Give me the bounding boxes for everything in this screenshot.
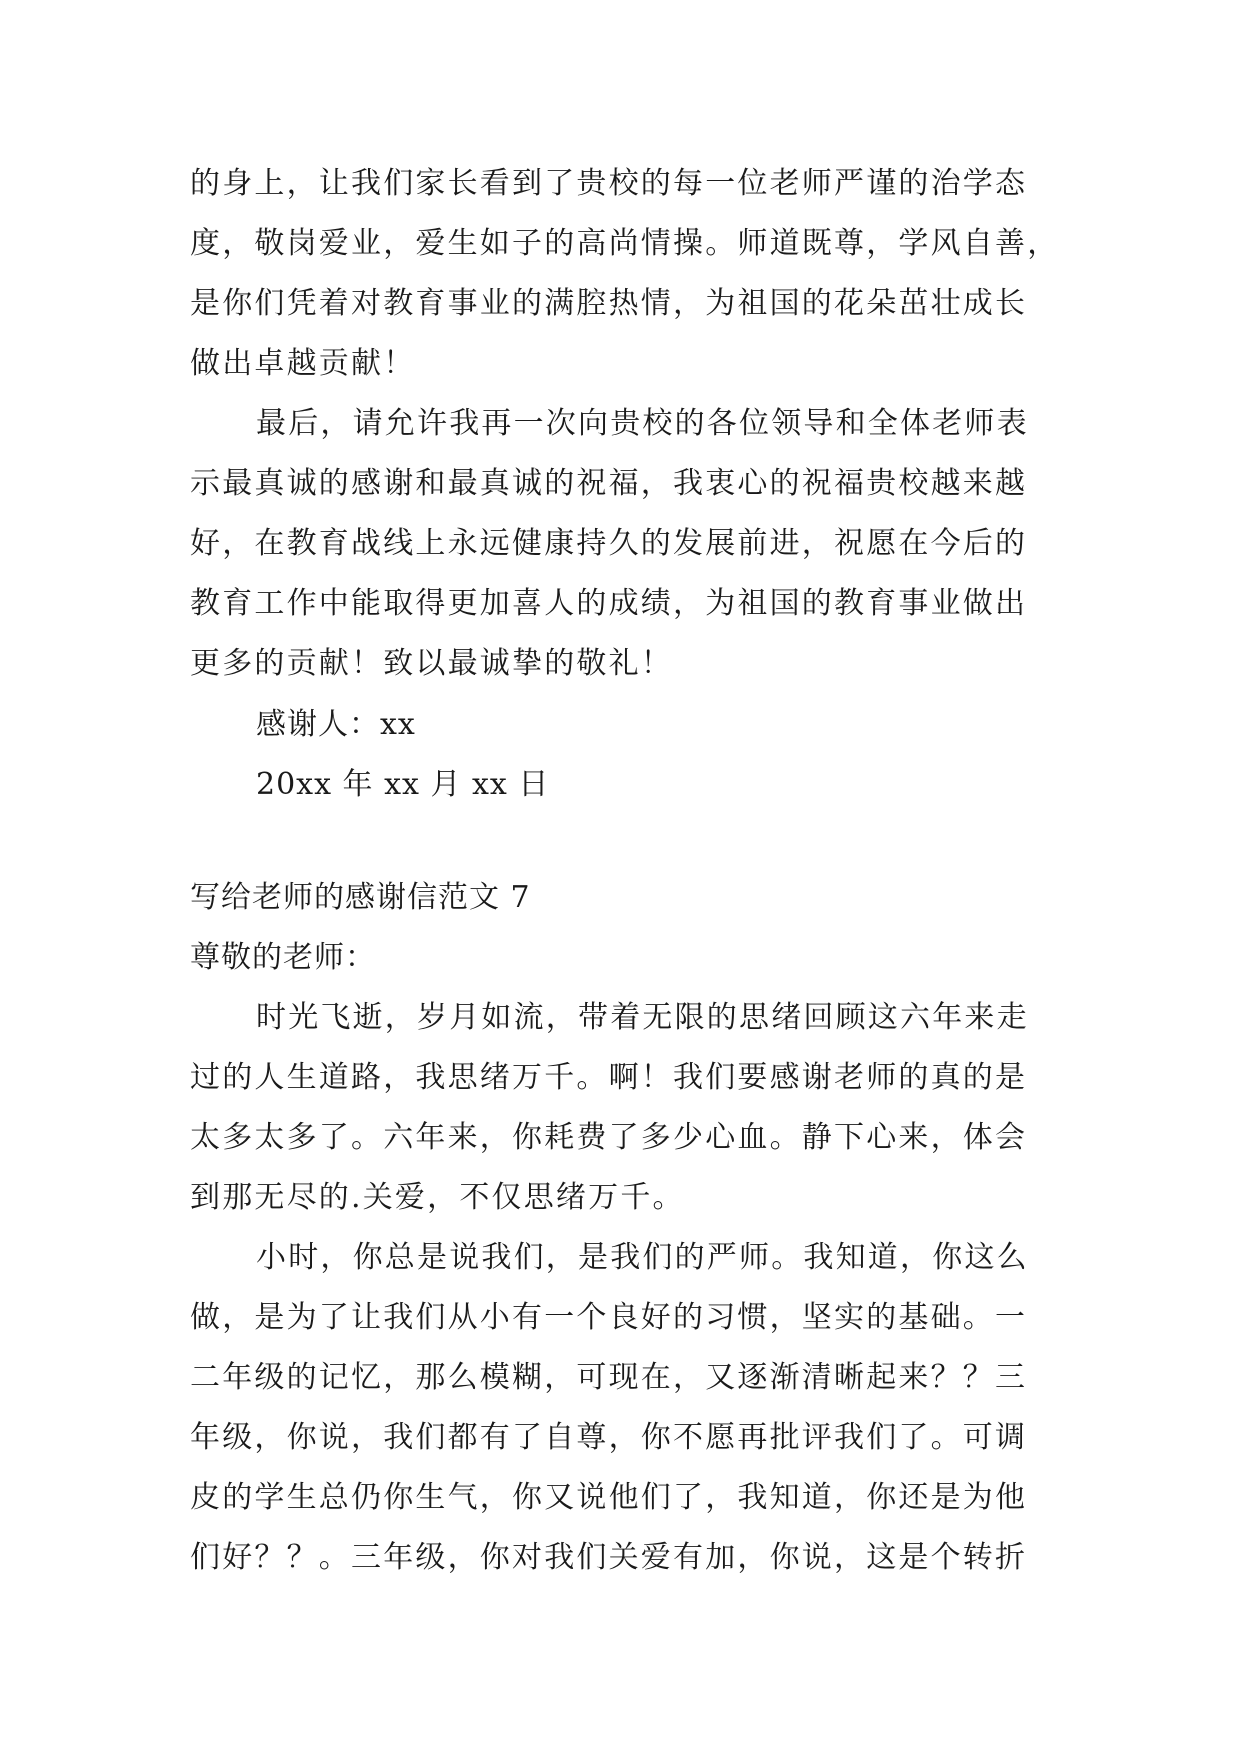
paragraph-line: 度，敬岗爱业，爱生如子的高尚情操。师道既尊，学风自善，: [190, 226, 1060, 261]
date: 20xx 年 xx 月 xx 日: [256, 767, 550, 802]
paragraph-line: 们好？？。三年级，你对我们关爱有加，你说，这是个转折: [190, 1540, 1028, 1575]
paragraph-line: 最后，请允许我再一次向贵校的各位领导和全体老师表: [256, 406, 1029, 441]
paragraph-line: 是你们凭着对教育事业的满腔热情，为祖国的花朵茁壮成长: [190, 286, 1028, 321]
paragraph-line: 的身上，让我们家长看到了贵校的每一位老师严谨的治学态: [190, 166, 1028, 201]
paragraph-line: 更多的贡献！致以最诚挚的敬礼！: [190, 646, 673, 681]
paragraph-line: 做出卓越贡献！: [190, 346, 416, 381]
paragraph-line: 二年级的记忆，那么模糊，可现在，又逐渐清晰起来？？三: [190, 1360, 1028, 1395]
salutation: 尊敬的老师：: [190, 940, 376, 975]
paragraph-line: 小时，你总是说我们，是我们的严师。我知道，你这么: [256, 1240, 1029, 1275]
paragraph-line: 皮的学生总仍你生气，你又说他们了，我知道，你还是为他: [190, 1480, 1028, 1515]
paragraph-line: 做，是为了让我们从小有一个良好的习惯，坚实的基础。一: [190, 1300, 1028, 1335]
section-title: 写给老师的感谢信范文 7: [190, 880, 531, 915]
paragraph-line: 教育工作中能取得更加喜人的成绩，为祖国的教育事业做出: [190, 586, 1028, 621]
paragraph-line: 年级，你说，我们都有了自尊，你不愿再批评我们了。可调: [190, 1420, 1028, 1455]
paragraph-line: 太多太多了。六年来，你耗费了多少心血。静下心来，体会: [190, 1120, 1028, 1155]
paragraph-line: 示最真诚的感谢和最真诚的祝福，我衷心的祝福贵校越来越: [190, 466, 1028, 501]
paragraph-line: 好，在教育战线上永远健康持久的发展前进，祝愿在今后的: [190, 526, 1028, 561]
paragraph-line: 到那无尽的.关爱，不仅思绪万千。: [190, 1180, 685, 1215]
paragraph-line: 时光飞逝，岁月如流，带着无限的思绪回顾这六年来走: [256, 1000, 1029, 1035]
paragraph-line: 过的人生道路，我思绪万千。啊！我们要感谢老师的真的是: [190, 1060, 1028, 1095]
signature: 感谢人：xx: [256, 707, 416, 742]
